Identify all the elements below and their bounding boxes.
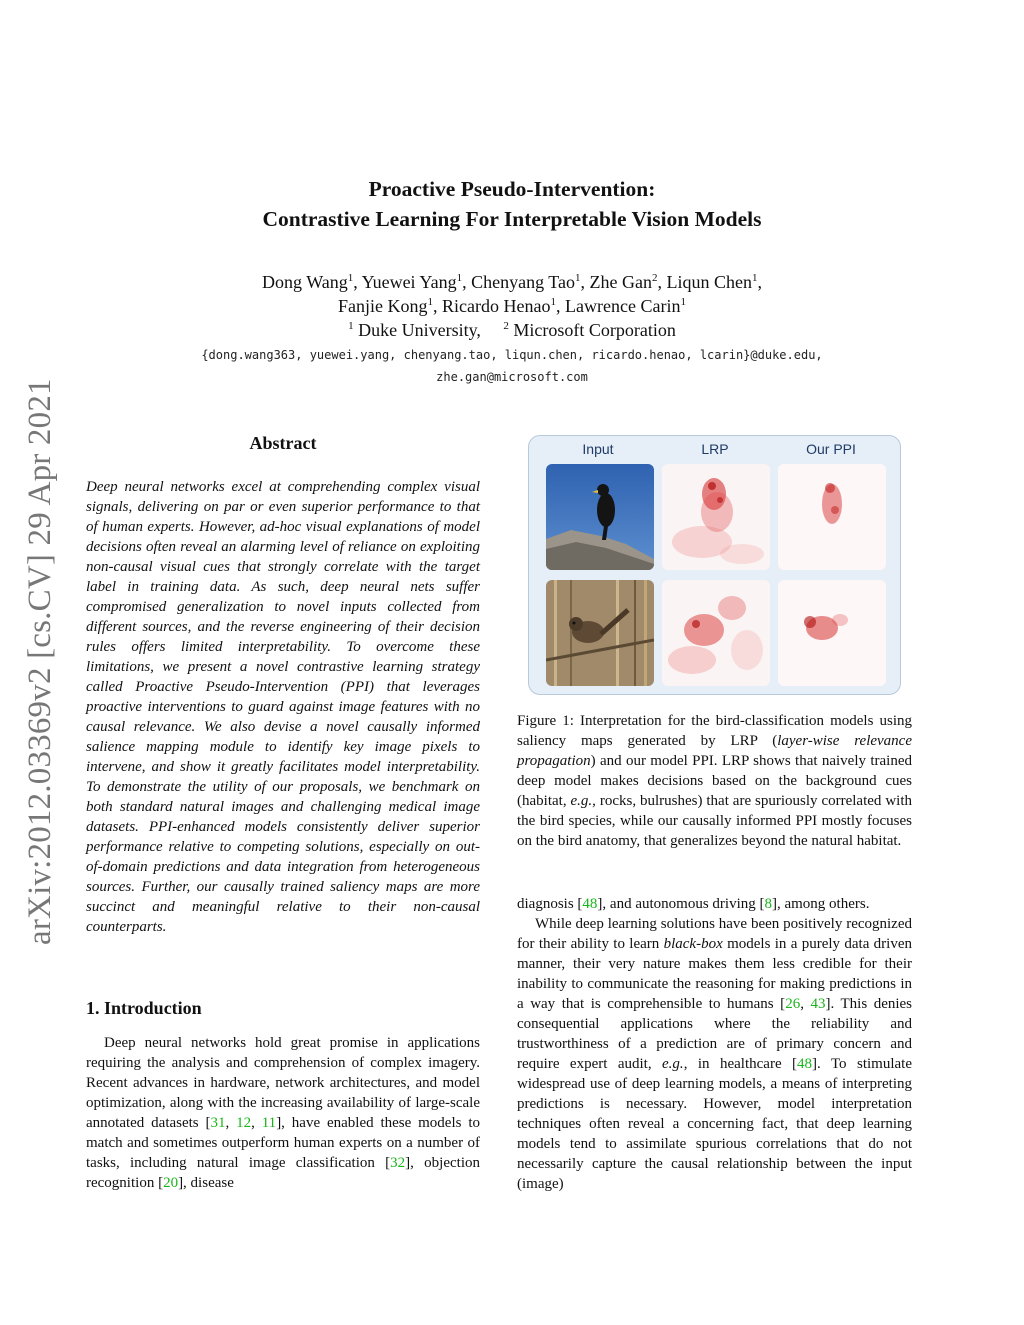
- author-affiliation-mark: 1: [550, 296, 557, 308]
- author-name: Zhe Gan: [589, 272, 652, 292]
- author-line-2: Fanjie Kong$^1$, Ricardo Henao$^1$, Lawrence Carin$^1$: [338, 296, 686, 316]
- ppi-heatmap-2: [778, 580, 886, 686]
- author-name: Yuewei Yang: [361, 272, 457, 292]
- ppi-saliency-map-1: [778, 464, 886, 570]
- citation-link[interactable]: 32: [390, 1155, 406, 1171]
- author-affiliation-mark: 1: [347, 272, 354, 284]
- citation-link[interactable]: 8: [764, 896, 772, 912]
- lrp-heatmap-2: [662, 580, 770, 686]
- citation-link[interactable]: 43: [810, 996, 826, 1012]
- affiliations-line: [100, 318, 924, 342]
- right-column-text: [517, 894, 912, 1194]
- author-affiliation-mark: 1: [751, 272, 758, 284]
- introduction-paragraph: Deep neural networks hold great promise in applications requiring the analysis and comprehension of complex imagery. Recent advances in hardware, network architectures, and model optimization, along with the increasing availability of large-scale annotated datasets [31, 12, 11], have enabled these models to match and sometimes outperform human experts on a number of tasks, including natural image classification [32], objection recognition [20], disease: [86, 1035, 480, 1191]
- paper-title: [100, 174, 924, 234]
- figure-1-caption: Figure 1: Interpretation for the bird-classification models using saliency maps generated by LRP (layer-wise relevance propagation) and our model PPI. LRP shows that naively trained deep model makes decisions based on the background cues (habitat, e.g., rocks, bulrushes) that are spuriously correlated with the bird species, while our causally informed PPI mostly focuses on the bird anatomy, that generalizes beyond the natural habitat.: [517, 713, 912, 849]
- citation-link[interactable]: 48: [582, 896, 598, 912]
- citation-link[interactable]: 26: [785, 996, 801, 1012]
- affiliation-number: 2: [503, 320, 509, 332]
- author-name: Liqun Chen: [666, 272, 752, 292]
- citation-link[interactable]: 20: [163, 1175, 179, 1191]
- ppi-saliency-map-2: [778, 580, 886, 686]
- author-affiliation-mark: 1: [680, 296, 686, 308]
- paragraph: While deep learning solutions have been positively recognized for their ability to learn black-box models in a purely data driven manner, their very nature makes them less credible for their inability to communicate the reasoning for making predictions in a way that is comprehensible to humans [26, 43]. This denies consequential applications where the reliability and trustworthiness of a prediction are of primary concern and require expert audit, e.g., in healthcare [48]. To stimulate widespread use of deep learning models, a means of interpreting predictions is necessary. However, model interpretation techniques often reveal a concerning fact, that deep learning models tend to assimilate spurious correlations that do not necessarily capture the causal relationship between the input (image): [517, 916, 913, 1192]
- citation-link[interactable]: 48: [797, 1056, 813, 1072]
- lrp-saliency-map-2: [662, 580, 770, 686]
- figure-1: [528, 435, 901, 695]
- lrp-saliency-map-1: [662, 464, 770, 570]
- bird-on-rock-image: [546, 464, 654, 570]
- citation-link[interactable]: 12: [236, 1115, 252, 1131]
- introduction-heading: 1. Introduction: [86, 998, 202, 1018]
- author-block: [100, 270, 924, 342]
- affiliation-number: 1: [348, 320, 354, 332]
- figure-col-label-lrp: LRP: [701, 441, 729, 457]
- email-block: [90, 344, 934, 388]
- lrp-heatmap-1: [662, 464, 770, 570]
- figure-col-label-ppi: Our PPI: [806, 441, 856, 457]
- title-line-1: Proactive Pseudo-Intervention:: [368, 177, 656, 201]
- citation-link[interactable]: 11: [261, 1115, 277, 1131]
- author-affiliation-mark: 1: [574, 272, 581, 284]
- input-image-bird-in-reeds: [546, 580, 654, 686]
- author-name: Ricardo Henao: [442, 296, 551, 316]
- author-affiliation-mark: 2: [651, 272, 658, 284]
- input-image-bird-on-rock: [546, 464, 654, 570]
- author-affiliation-mark: 1: [456, 272, 463, 284]
- bird-in-reeds-image: [546, 580, 654, 686]
- arxiv-stamp: arXiv:2012.03369v2 [cs.CV] 29 Apr 2021: [22, 378, 58, 945]
- author-line-1: Dong Wang$^1$, Yuewei Yang$^1$, Chenyang Tao$^1$, Zhe Gan$^2$, Liqun Chen$^1$,: [262, 272, 762, 292]
- title-line-2: Contrastive Learning For Interpretable Vision Models: [262, 207, 762, 231]
- author-name: Lawrence Carin: [565, 296, 681, 316]
- author-name: Fanjie Kong: [338, 296, 428, 316]
- paragraph: diagnosis [48], and autonomous driving [8], among others.: [517, 896, 870, 912]
- author-affiliation-mark: 1: [427, 296, 434, 308]
- email-line-1: {dong.wang363, yuewei.yang, chenyang.tao, liqun.chen, ricardo.henao, lcarin}@duke.edu,: [201, 348, 823, 362]
- abstract-text: Deep neural networks excel at comprehending complex visual signals, delivering on par or even superior performance to that of human experts. However, ad-hoc visual explanations of model decisions often reveal an alarming level of reliance on exploiting non-causal visual cues that strongly correlate with the target label in training data. As such, deep neural nets suffer compromised generalization to novel inputs collected from different sources, and the reverse engineering of their decision rules offers limited interpretability. To overcome these limitations, we present a novel contrastive learning strategy called Proactive Pseudo-Intervention (PPI) that leverages proactive interventions to guard against image features with no causal relevance. We also devise a novel causally informed salience mapping module to identify key image pixels to intervene, and show it greatly facilitates model interpretability. To demonstrate the utility of our proposals, we benchmark on both standard natural images and challenging medical image datasets. PPI-enhanced models consistently deliver superior performance relative to competing solutions, especially on out-of-domain predictions and data integration from heterogeneous sources. Further, our causally trained saliency maps are more succinct and meaningful relative to their non-causal counterparts.: [86, 479, 480, 935]
- author-name: Dong Wang: [262, 272, 348, 292]
- email-line-2: zhe.gan@microsoft.com: [436, 370, 588, 384]
- citation-link[interactable]: 31: [210, 1115, 226, 1131]
- author-name: Chenyang Tao: [471, 272, 575, 292]
- ppi-heatmap-1: [778, 464, 886, 570]
- figure-col-label-input: Input: [582, 441, 614, 457]
- affiliation-microsoft: Microsoft Corporation: [513, 320, 676, 340]
- affiliation-duke: Duke University,: [358, 320, 481, 340]
- abstract-heading: Abstract: [249, 433, 317, 453]
